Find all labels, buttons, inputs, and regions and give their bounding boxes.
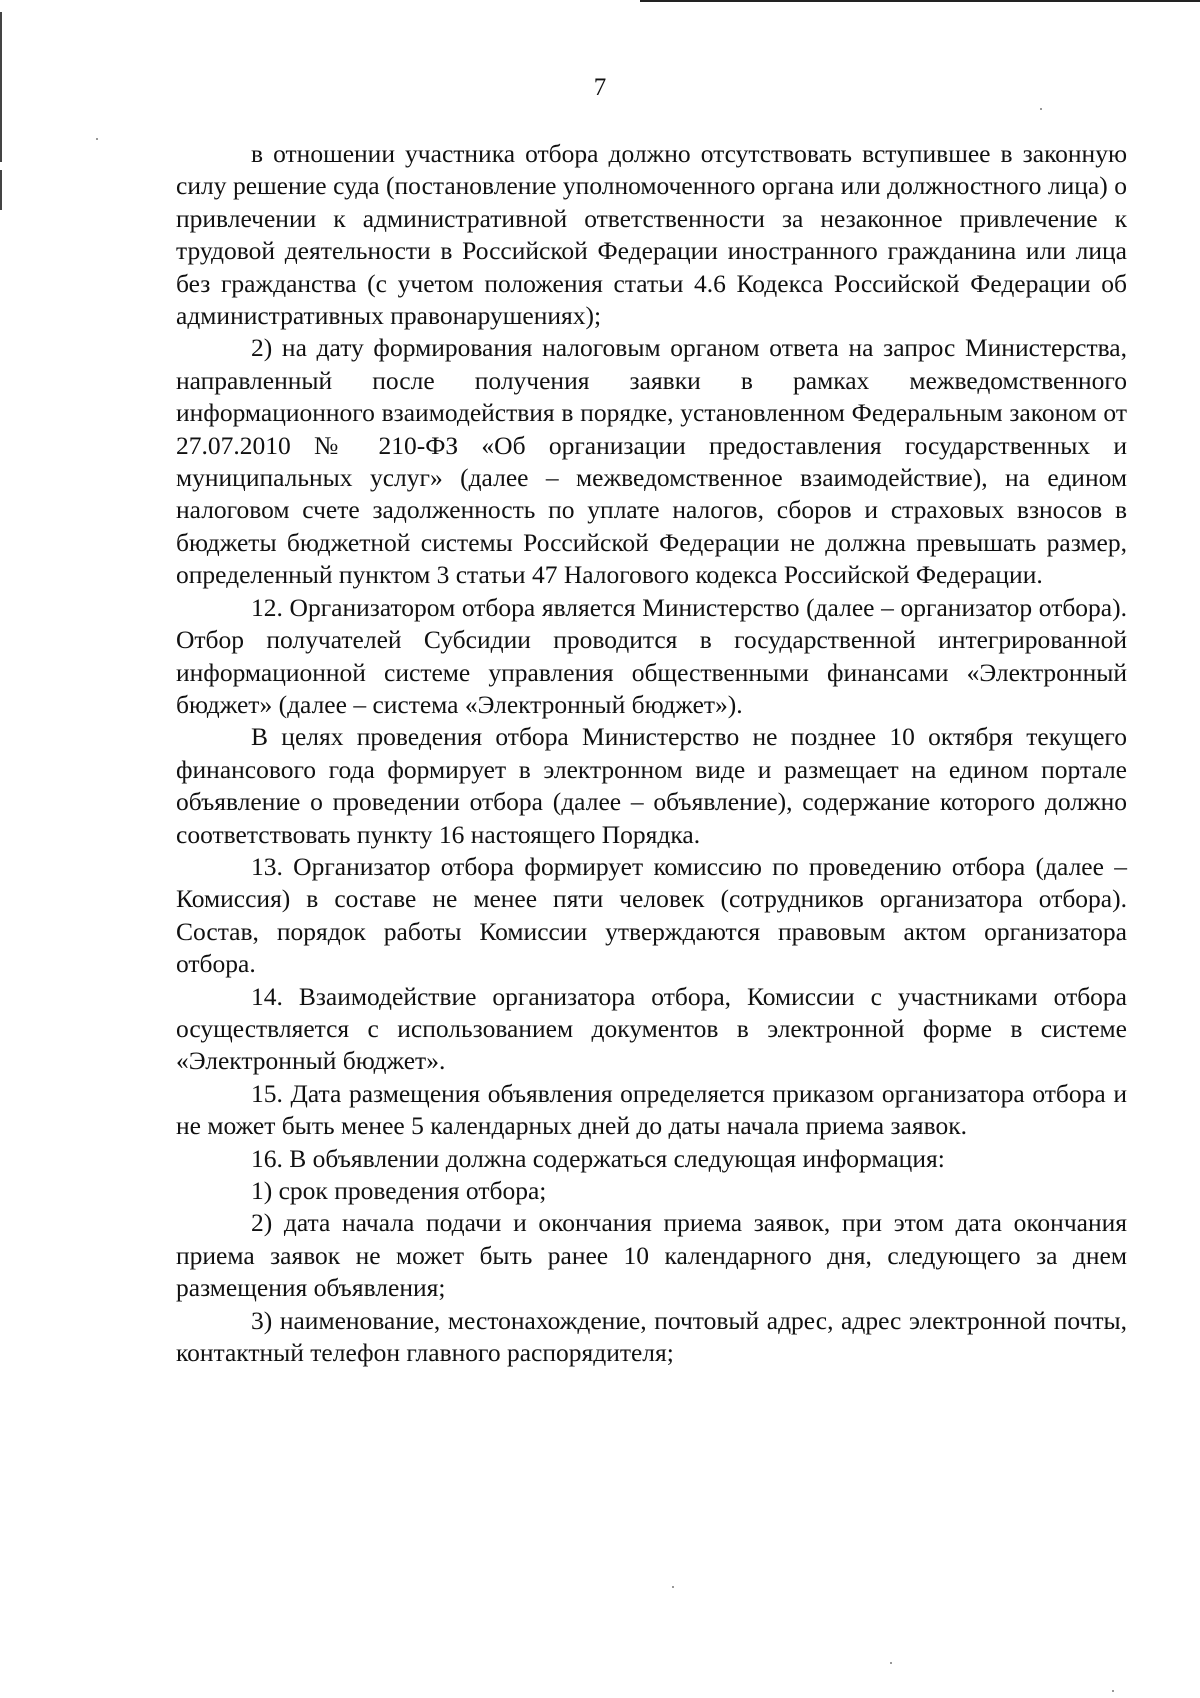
paragraph: 13. Организатор отбора формирует комиссию по проведению отбора (далее – Комиссия) в составе не менее пяти человек (сотрудников организатора отбора). Состав, порядок работы Комиссии утверждаются правовым актом организатора отбора.	[176, 851, 1127, 979]
paragraph: 12. Организатором отбора является Министерство (далее – организатор отбора). Отбор получателей Субсидии проводится в государственной интегрированной информационной системе управления общественными финансами «Электронный бюджет» (далее – система «Электронный бюджет»).	[176, 592, 1127, 719]
scan-speck	[1040, 108, 1042, 110]
paragraph: 3) наименование, местонахождение, почтовый адрес, адрес электронной почты, контактный телефон главного распорядителя;	[176, 1305, 1127, 1368]
paragraph: 16. В объявлении должна содержаться следующая информация:	[251, 1143, 945, 1173]
scan-edge-mark	[0, 170, 2, 210]
paragraph: 14. Взаимодействие организатора отбора, Комиссии с участниками отбора осуществляется с использованием документов в электронной форме в системе «Электронный бюджет».	[176, 981, 1127, 1076]
paragraph: 15. Дата размещения объявления определяется приказом организатора отбора и не может быть менее 5 календарных дней до даты начала приема заявок.	[176, 1078, 1127, 1141]
paragraph: В целях проведения отбора Министерство не позднее 10 октября текущего финансового года формирует в электронном виде и размещает на едином портале объявление о проведении отбора (далее – объявление), содержание которого должно соответствовать пункту 16 настоящего Порядка.	[176, 722, 1127, 849]
paragraph: 2) дата начала подачи и окончания приема заявок, при этом дата окончания приема заявок не может быть ранее 10 календарного дня, следующего за днем размещения объявления;	[176, 1208, 1127, 1303]
paragraph: 1) срок проведения отбора;	[251, 1176, 547, 1205]
scan-speck	[1112, 1690, 1114, 1692]
scan-speck	[672, 1586, 674, 1588]
page-number: 7	[593, 74, 607, 101]
scan-speck	[890, 1662, 892, 1664]
paragraph: в отношении участника отбора должно отсутствовать вступившее в законную силу решение суда (постановление уполномоченного органа или должностного лица) о привлечении к административной ответственности за незаконное привлечение к трудовой деятельности в Российской Федерации иностранного гражданина или лица без гражданства (с учетом положения статьи 4.6 Кодекса Российской Федерации об административных правонарушениях);	[176, 139, 1127, 331]
document-body	[176, 138, 1127, 1369]
scan-speck	[96, 138, 98, 140]
scan-edge-line	[640, 0, 1200, 2]
paragraph: 2) на дату формирования налоговым органом ответа на запрос Министерства, направленный после получения заявки в рамках межведомственного информационного взаимодействия в порядке, установленном Федеральным законом от 27.07.2010 № 210-ФЗ «Об организации предоставления государственных и муниципальных услуг» (далее – межведомственное взаимодействие), на едином налоговом счете задолженность по уплате налогов, сборов и страховых взносов в бюджеты бюджетной системы Российской Федерации не должна превышать размер, определенный пунктом 3 статьи 47 Налогового кодекса Российской Федерации.	[176, 333, 1127, 590]
